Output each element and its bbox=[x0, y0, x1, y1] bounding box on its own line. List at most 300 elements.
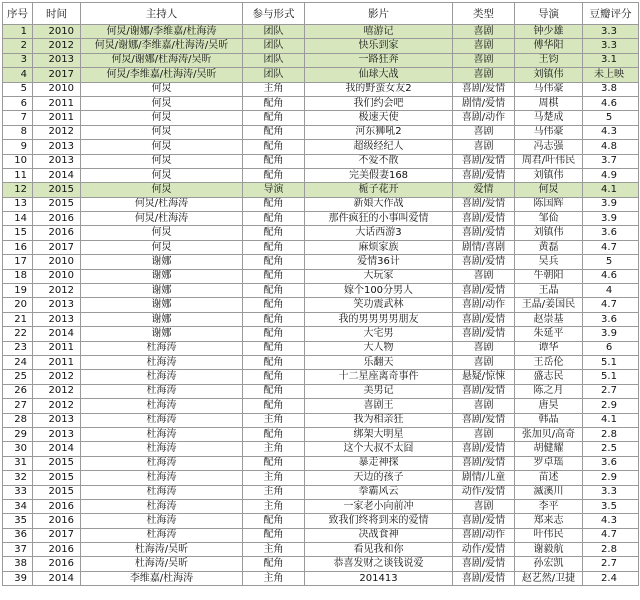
cell-host: 杜海涛 bbox=[81, 514, 243, 528]
cell-index: 36 bbox=[3, 528, 33, 542]
cell-film: 大宅男 bbox=[305, 327, 453, 341]
cell-score: 未上映 bbox=[583, 68, 639, 82]
cell-director: 谭华 bbox=[515, 341, 583, 355]
cell-genre: 喜剧 bbox=[453, 68, 515, 82]
cell-role: 主角 bbox=[243, 442, 305, 456]
cell-genre: 喜剧/爱情 bbox=[453, 413, 515, 427]
cell-year: 2011 bbox=[33, 96, 81, 110]
cell-role: 配角 bbox=[243, 168, 305, 182]
cell-genre: 喜剧/爱情 bbox=[453, 168, 515, 182]
film-table bbox=[2, 2, 639, 586]
cell-film: 乐翻天 bbox=[305, 355, 453, 369]
cell-index: 3 bbox=[3, 53, 33, 67]
cell-index: 21 bbox=[3, 312, 33, 326]
cell-index: 28 bbox=[3, 413, 33, 427]
cell-year: 2016 bbox=[33, 557, 81, 571]
cell-host: 杜海涛 bbox=[81, 413, 243, 427]
cell-index: 25 bbox=[3, 370, 33, 384]
cell-year: 2017 bbox=[33, 528, 81, 542]
table-row bbox=[3, 226, 639, 240]
cell-score: 3.9 bbox=[583, 327, 639, 341]
cell-role: 配角 bbox=[243, 240, 305, 254]
cell-film: 决战食神 bbox=[305, 528, 453, 542]
table-row bbox=[3, 327, 639, 341]
cell-film: 麻烦家族 bbox=[305, 240, 453, 254]
table-row bbox=[3, 154, 639, 168]
table-row bbox=[3, 82, 639, 96]
cell-host: 何炅 bbox=[81, 82, 243, 96]
cell-role: 配角 bbox=[243, 355, 305, 369]
cell-genre: 喜剧 bbox=[453, 427, 515, 441]
cell-index: 19 bbox=[3, 284, 33, 298]
cell-score: 3.6 bbox=[583, 456, 639, 470]
cell-genre: 喜剧/爱情 bbox=[453, 284, 515, 298]
cell-genre: 喜剧 bbox=[453, 39, 515, 53]
cell-score: 3.6 bbox=[583, 226, 639, 240]
table-row bbox=[3, 514, 639, 528]
cell-film: 大玩家 bbox=[305, 269, 453, 283]
cell-director: 刘镇伟 bbox=[515, 226, 583, 240]
cell-genre: 喜剧/爱情 bbox=[453, 557, 515, 571]
cell-host: 何炅 bbox=[81, 154, 243, 168]
cell-genre: 喜剧/爱情 bbox=[453, 456, 515, 470]
cell-index: 20 bbox=[3, 298, 33, 312]
cell-year: 2016 bbox=[33, 212, 81, 226]
cell-year: 2014 bbox=[33, 571, 81, 585]
cell-director: 邹佡 bbox=[515, 212, 583, 226]
cell-film: 恭喜发财之谈钱说爱 bbox=[305, 557, 453, 571]
cell-role: 配角 bbox=[243, 197, 305, 211]
cell-index: 23 bbox=[3, 341, 33, 355]
cell-index: 13 bbox=[3, 197, 33, 211]
cell-role: 主角 bbox=[243, 499, 305, 513]
table-row bbox=[3, 298, 639, 312]
table-row bbox=[3, 355, 639, 369]
cell-director: 李平 bbox=[515, 499, 583, 513]
cell-score: 4.3 bbox=[583, 514, 639, 528]
header-host: 主持人 bbox=[81, 3, 243, 25]
cell-genre: 剧情/爱情 bbox=[453, 96, 515, 110]
cell-director: 胡健耀 bbox=[515, 442, 583, 456]
cell-score: 6 bbox=[583, 341, 639, 355]
cell-score: 5.1 bbox=[583, 355, 639, 369]
cell-role: 配角 bbox=[243, 312, 305, 326]
cell-film: 天边的孩子 bbox=[305, 471, 453, 485]
cell-index: 14 bbox=[3, 212, 33, 226]
cell-role: 主角 bbox=[243, 413, 305, 427]
cell-director: 周棋 bbox=[515, 96, 583, 110]
cell-host: 谢娜 bbox=[81, 312, 243, 326]
cell-host: 杜海涛 bbox=[81, 384, 243, 398]
cell-index: 32 bbox=[3, 471, 33, 485]
cell-director: 刘镇伟 bbox=[515, 68, 583, 82]
cell-year: 2013 bbox=[33, 154, 81, 168]
cell-genre: 喜剧/爱情 bbox=[453, 327, 515, 341]
cell-director: 黄磊 bbox=[515, 240, 583, 254]
cell-index: 15 bbox=[3, 226, 33, 240]
cell-director: 陈国辉 bbox=[515, 197, 583, 211]
cell-film: 201413 bbox=[305, 571, 453, 585]
cell-director: 罗卓瑶 bbox=[515, 456, 583, 470]
cell-year: 2013 bbox=[33, 53, 81, 67]
cell-role: 配角 bbox=[243, 140, 305, 154]
cell-director: 赵艺然/卫捷 bbox=[515, 571, 583, 585]
cell-genre: 喜剧 bbox=[453, 53, 515, 67]
cell-host: 何炅 bbox=[81, 168, 243, 182]
cell-film: 一路狂奔 bbox=[305, 53, 453, 67]
cell-index: 2 bbox=[3, 39, 33, 53]
cell-year: 2010 bbox=[33, 25, 81, 39]
cell-year: 2012 bbox=[33, 384, 81, 398]
header-film: 影片 bbox=[305, 3, 453, 25]
cell-score: 2.4 bbox=[583, 571, 639, 585]
cell-score: 2.9 bbox=[583, 399, 639, 413]
cell-genre: 剧情/喜剧 bbox=[453, 240, 515, 254]
cell-film: 新娘大作战 bbox=[305, 197, 453, 211]
cell-year: 2013 bbox=[33, 312, 81, 326]
cell-index: 1 bbox=[3, 25, 33, 39]
cell-index: 7 bbox=[3, 111, 33, 125]
cell-year: 2010 bbox=[33, 255, 81, 269]
cell-score: 5.1 bbox=[583, 370, 639, 384]
cell-year: 2015 bbox=[33, 485, 81, 499]
cell-host: 杜海涛 bbox=[81, 485, 243, 499]
cell-genre: 喜剧/爱情 bbox=[453, 384, 515, 398]
cell-year: 2011 bbox=[33, 341, 81, 355]
cell-role: 配角 bbox=[243, 154, 305, 168]
cell-host: 何炅/杜海涛 bbox=[81, 197, 243, 211]
cell-index: 24 bbox=[3, 355, 33, 369]
cell-year: 2016 bbox=[33, 226, 81, 240]
cell-role: 配角 bbox=[243, 327, 305, 341]
cell-index: 34 bbox=[3, 499, 33, 513]
cell-genre: 喜剧/爱情 bbox=[453, 226, 515, 240]
cell-film: 看见我和你 bbox=[305, 543, 453, 557]
cell-year: 2015 bbox=[33, 471, 81, 485]
cell-genre: 喜剧/动作 bbox=[453, 111, 515, 125]
table-row bbox=[3, 125, 639, 139]
cell-director: 周君/叶伟民 bbox=[515, 154, 583, 168]
cell-film: 致我们终将到来的爱情 bbox=[305, 514, 453, 528]
cell-film: 我们约会吧 bbox=[305, 96, 453, 110]
cell-director: 苗述 bbox=[515, 471, 583, 485]
cell-director: 谢毅航 bbox=[515, 543, 583, 557]
cell-host: 谢娜 bbox=[81, 298, 243, 312]
cell-genre: 喜剧 bbox=[453, 499, 515, 513]
cell-index: 30 bbox=[3, 442, 33, 456]
cell-director: 王岳伦 bbox=[515, 355, 583, 369]
cell-host: 谢娜 bbox=[81, 255, 243, 269]
table-row bbox=[3, 370, 639, 384]
cell-genre: 喜剧/爱情 bbox=[453, 571, 515, 585]
cell-director: 何炅 bbox=[515, 183, 583, 197]
cell-index: 17 bbox=[3, 255, 33, 269]
table-row bbox=[3, 197, 639, 211]
cell-genre: 爱情 bbox=[453, 183, 515, 197]
cell-role: 团队 bbox=[243, 25, 305, 39]
cell-host: 杜海涛/吴昕 bbox=[81, 543, 243, 557]
cell-role: 配角 bbox=[243, 212, 305, 226]
cell-role: 配角 bbox=[243, 255, 305, 269]
table-row bbox=[3, 183, 639, 197]
cell-genre: 喜剧/动作 bbox=[453, 528, 515, 542]
cell-film: 快乐到家 bbox=[305, 39, 453, 53]
cell-director: 王晶 bbox=[515, 284, 583, 298]
cell-host: 何炅 bbox=[81, 226, 243, 240]
cell-score: 3.7 bbox=[583, 154, 639, 168]
cell-film: 大话西游3 bbox=[305, 226, 453, 240]
cell-index: 6 bbox=[3, 96, 33, 110]
cell-host: 何炅/谢娜/杜海涛/吴昕 bbox=[81, 53, 243, 67]
cell-year: 2012 bbox=[33, 284, 81, 298]
cell-director: 陈之月 bbox=[515, 384, 583, 398]
cell-score: 3.6 bbox=[583, 312, 639, 326]
cell-film: 完美假妻168 bbox=[305, 168, 453, 182]
header-year: 时间 bbox=[33, 3, 81, 25]
table-row bbox=[3, 413, 639, 427]
cell-index: 26 bbox=[3, 384, 33, 398]
cell-role: 配角 bbox=[243, 298, 305, 312]
cell-year: 2017 bbox=[33, 240, 81, 254]
spreadsheet bbox=[2, 2, 638, 586]
cell-score: 2.8 bbox=[583, 543, 639, 557]
cell-year: 2013 bbox=[33, 413, 81, 427]
table-row bbox=[3, 25, 639, 39]
cell-director: 马伟豪 bbox=[515, 82, 583, 96]
cell-host: 李维嘉/杜海涛 bbox=[81, 571, 243, 585]
cell-host: 何炅 bbox=[81, 111, 243, 125]
header-row bbox=[3, 3, 639, 25]
cell-role: 配角 bbox=[243, 370, 305, 384]
cell-role: 配角 bbox=[243, 456, 305, 470]
cell-index: 16 bbox=[3, 240, 33, 254]
cell-film: 嘻游记 bbox=[305, 25, 453, 39]
cell-film: 大人物 bbox=[305, 341, 453, 355]
table-row bbox=[3, 442, 639, 456]
cell-director: 王晶/姜国民 bbox=[515, 298, 583, 312]
cell-role: 导演 bbox=[243, 183, 305, 197]
cell-genre: 喜剧/爱情 bbox=[453, 514, 515, 528]
cell-role: 主角 bbox=[243, 82, 305, 96]
header-index: 序号 bbox=[3, 3, 33, 25]
cell-film: 我的男男男男朋友 bbox=[305, 312, 453, 326]
cell-film: 嫁个100分男人 bbox=[305, 284, 453, 298]
table-row bbox=[3, 312, 639, 326]
table-row bbox=[3, 456, 639, 470]
cell-score: 5 bbox=[583, 111, 639, 125]
cell-role: 团队 bbox=[243, 68, 305, 82]
cell-genre: 喜剧/爱情 bbox=[453, 255, 515, 269]
cell-genre: 喜剧 bbox=[453, 269, 515, 283]
table-row bbox=[3, 212, 639, 226]
cell-index: 27 bbox=[3, 399, 33, 413]
cell-host: 何炅 bbox=[81, 240, 243, 254]
cell-director: 张加贝/高奇 bbox=[515, 427, 583, 441]
table-row bbox=[3, 140, 639, 154]
table-row bbox=[3, 427, 639, 441]
cell-score: 4.1 bbox=[583, 413, 639, 427]
table-row bbox=[3, 341, 639, 355]
cell-role: 配角 bbox=[243, 557, 305, 571]
cell-score: 5 bbox=[583, 255, 639, 269]
cell-index: 4 bbox=[3, 68, 33, 82]
cell-score: 4.3 bbox=[583, 125, 639, 139]
cell-director: 钟少雄 bbox=[515, 25, 583, 39]
cell-index: 8 bbox=[3, 125, 33, 139]
cell-score: 4 bbox=[583, 284, 639, 298]
cell-film: 我的野蛮女友2 bbox=[305, 82, 453, 96]
cell-year: 2012 bbox=[33, 125, 81, 139]
table-row bbox=[3, 557, 639, 571]
cell-score: 2.7 bbox=[583, 384, 639, 398]
header-role: 参与形式 bbox=[243, 3, 305, 25]
cell-score: 2.8 bbox=[583, 427, 639, 441]
cell-score: 4.8 bbox=[583, 140, 639, 154]
cell-year: 2013 bbox=[33, 298, 81, 312]
cell-score: 3.9 bbox=[583, 197, 639, 211]
cell-index: 5 bbox=[3, 82, 33, 96]
cell-year: 2013 bbox=[33, 427, 81, 441]
cell-director: 吴兵 bbox=[515, 255, 583, 269]
cell-score: 2.7 bbox=[583, 557, 639, 571]
cell-score: 4.6 bbox=[583, 269, 639, 283]
cell-year: 2011 bbox=[33, 355, 81, 369]
cell-score: 4.9 bbox=[583, 168, 639, 182]
table-row bbox=[3, 528, 639, 542]
cell-genre: 悬疑/惊悚 bbox=[453, 370, 515, 384]
cell-year: 2010 bbox=[33, 82, 81, 96]
cell-director: 叶伟民 bbox=[515, 528, 583, 542]
cell-host: 杜海涛 bbox=[81, 355, 243, 369]
cell-host: 杜海涛 bbox=[81, 442, 243, 456]
cell-year: 2012 bbox=[33, 370, 81, 384]
cell-genre: 喜剧/爱情 bbox=[453, 312, 515, 326]
cell-host: 杜海涛 bbox=[81, 399, 243, 413]
cell-film: 这个大叔不太囧 bbox=[305, 442, 453, 456]
cell-host: 杜海涛 bbox=[81, 427, 243, 441]
table-row bbox=[3, 255, 639, 269]
cell-film: 美男记 bbox=[305, 384, 453, 398]
cell-role: 配角 bbox=[243, 125, 305, 139]
cell-director: 唐昊 bbox=[515, 399, 583, 413]
cell-director: 刘镇伟 bbox=[515, 168, 583, 182]
cell-role: 配角 bbox=[243, 269, 305, 283]
cell-host: 谢娜 bbox=[81, 269, 243, 283]
cell-host: 何炅/谢娜/李维嘉/杜海涛/吴昕 bbox=[81, 39, 243, 53]
cell-role: 配角 bbox=[243, 514, 305, 528]
cell-genre: 喜剧 bbox=[453, 341, 515, 355]
cell-role: 主角 bbox=[243, 571, 305, 585]
table-row bbox=[3, 284, 639, 298]
cell-director: 韩晶 bbox=[515, 413, 583, 427]
cell-year: 2012 bbox=[33, 39, 81, 53]
cell-film: 河东狮吼2 bbox=[305, 125, 453, 139]
cell-film: 不爱不散 bbox=[305, 154, 453, 168]
table-row bbox=[3, 399, 639, 413]
cell-index: 33 bbox=[3, 485, 33, 499]
cell-genre: 喜剧 bbox=[453, 140, 515, 154]
cell-score: 4.7 bbox=[583, 240, 639, 254]
cell-director: 马伟豪 bbox=[515, 125, 583, 139]
cell-score: 2.5 bbox=[583, 442, 639, 456]
cell-role: 主角 bbox=[243, 543, 305, 557]
cell-genre: 喜剧/爱情 bbox=[453, 82, 515, 96]
table-row bbox=[3, 111, 639, 125]
cell-index: 29 bbox=[3, 427, 33, 441]
cell-host: 杜海涛/吴昕 bbox=[81, 557, 243, 571]
cell-year: 2014 bbox=[33, 442, 81, 456]
header-director: 导演 bbox=[515, 3, 583, 25]
table-row bbox=[3, 53, 639, 67]
table-row bbox=[3, 68, 639, 82]
cell-film: 仙球大战 bbox=[305, 68, 453, 82]
table-row bbox=[3, 269, 639, 283]
cell-film: 喜剧王 bbox=[305, 399, 453, 413]
cell-role: 配角 bbox=[243, 226, 305, 240]
cell-year: 2014 bbox=[33, 168, 81, 182]
cell-genre: 动作/爱情 bbox=[453, 485, 515, 499]
cell-host: 谢娜 bbox=[81, 284, 243, 298]
cell-film: 绑架大明星 bbox=[305, 427, 453, 441]
cell-host: 何炅 bbox=[81, 183, 243, 197]
cell-genre: 喜剧 bbox=[453, 125, 515, 139]
cell-score: 4.7 bbox=[583, 528, 639, 542]
cell-index: 11 bbox=[3, 168, 33, 182]
cell-role: 配角 bbox=[243, 96, 305, 110]
cell-host: 杜海涛 bbox=[81, 370, 243, 384]
cell-year: 2016 bbox=[33, 543, 81, 557]
header-genre: 类型 bbox=[453, 3, 515, 25]
cell-role: 配角 bbox=[243, 341, 305, 355]
cell-index: 12 bbox=[3, 183, 33, 197]
table-row bbox=[3, 39, 639, 53]
header-score: 豆瓣评分 bbox=[583, 3, 639, 25]
cell-year: 2010 bbox=[33, 269, 81, 283]
cell-film: 十二星座离奇事件 bbox=[305, 370, 453, 384]
cell-score: 3.3 bbox=[583, 25, 639, 39]
cell-host: 杜海涛 bbox=[81, 456, 243, 470]
cell-index: 18 bbox=[3, 269, 33, 283]
cell-host: 杜海涛 bbox=[81, 528, 243, 542]
cell-score: 4.6 bbox=[583, 96, 639, 110]
cell-score: 3.5 bbox=[583, 499, 639, 513]
table-row bbox=[3, 471, 639, 485]
cell-score: 2.9 bbox=[583, 471, 639, 485]
cell-score: 3.8 bbox=[583, 82, 639, 96]
cell-director: 孙宏凯 bbox=[515, 557, 583, 571]
cell-director: 滅溪川 bbox=[515, 485, 583, 499]
cell-host: 何炅/谢娜/李维嘉/杜海涛 bbox=[81, 25, 243, 39]
cell-role: 主角 bbox=[243, 471, 305, 485]
cell-score: 4.7 bbox=[583, 298, 639, 312]
cell-index: 39 bbox=[3, 571, 33, 585]
cell-role: 配角 bbox=[243, 399, 305, 413]
cell-director: 朱延平 bbox=[515, 327, 583, 341]
cell-director: 郑来志 bbox=[515, 514, 583, 528]
cell-score: 3.1 bbox=[583, 53, 639, 67]
cell-year: 2014 bbox=[33, 327, 81, 341]
cell-genre: 喜剧 bbox=[453, 25, 515, 39]
cell-index: 37 bbox=[3, 543, 33, 557]
cell-year: 2015 bbox=[33, 456, 81, 470]
cell-director: 赵崇基 bbox=[515, 312, 583, 326]
cell-year: 2011 bbox=[33, 111, 81, 125]
cell-index: 38 bbox=[3, 557, 33, 571]
table-row bbox=[3, 168, 639, 182]
cell-host: 何炅/杜海涛 bbox=[81, 212, 243, 226]
table-row bbox=[3, 543, 639, 557]
cell-host: 何炅 bbox=[81, 96, 243, 110]
